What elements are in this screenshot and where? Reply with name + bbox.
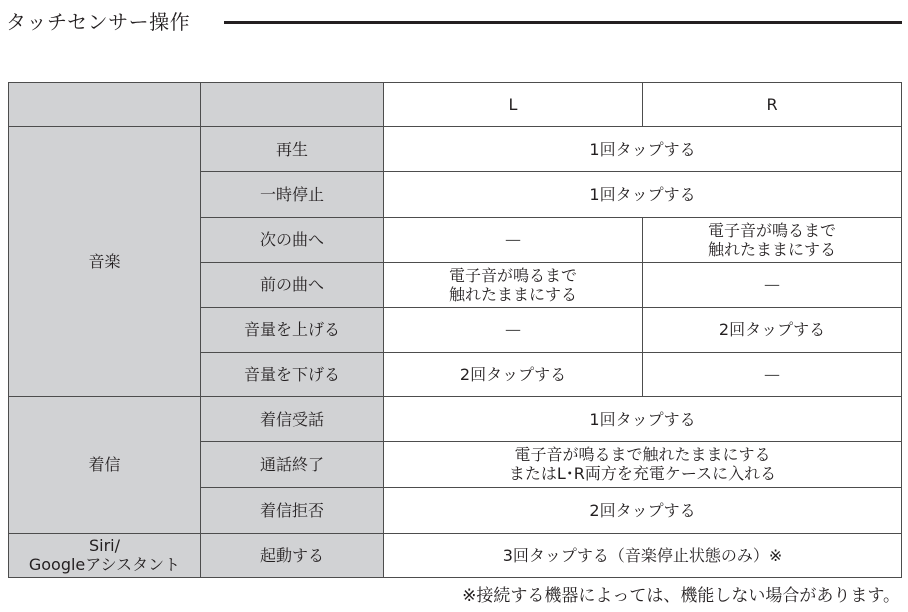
action-label: 通話終了 (201, 442, 384, 487)
header-right: R (643, 83, 902, 127)
action-both: 3回タップする（音楽停止状態のみ）※ (384, 533, 902, 577)
table-row (9, 533, 902, 577)
action-right: — (643, 353, 902, 397)
action-right: 2回タップする (643, 307, 902, 352)
header-left: L (384, 83, 643, 127)
action-both: 1回タップする (384, 397, 902, 442)
action-both-line2: またはL･R両方を充電ケースに入れる (508, 464, 777, 484)
action-left: — (384, 307, 643, 352)
action-label: 起動する (201, 533, 384, 577)
action-label: 再生 (201, 127, 384, 172)
touch-operations-table (8, 82, 902, 578)
category-assistant-line2: Googleアシスタント (28, 555, 181, 575)
action-left (384, 262, 643, 307)
page-title: タッチセンサー操作 (6, 10, 191, 34)
action-both (384, 442, 902, 487)
action-both: 1回タップする (384, 172, 902, 217)
table-row (9, 127, 902, 172)
table-row (9, 397, 902, 442)
category-assistant-line1: Siri/ (88, 536, 120, 556)
action-right (643, 217, 902, 262)
action-label: 音量を下げる (201, 353, 384, 397)
category-music: 音楽 (9, 127, 201, 397)
action-label: 音量を上げる (201, 307, 384, 352)
category-assistant (9, 533, 201, 577)
action-both: 2回タップする (384, 487, 902, 533)
action-left: — (384, 217, 643, 262)
title-rule (224, 21, 902, 24)
action-label: 一時停止 (201, 172, 384, 217)
category-call: 着信 (9, 397, 201, 534)
action-right: — (643, 262, 902, 307)
action-left-line2: 触れたままにする (448, 284, 577, 304)
table-header-row (9, 83, 902, 127)
action-both: 1回タップする (384, 127, 902, 172)
action-right-line2: 触れたままにする (707, 239, 836, 259)
action-right-line1: 電子音が鳴るまで (707, 220, 836, 240)
action-label: 着信拒否 (201, 487, 384, 533)
footnote: ※接続する機器によっては、機能しない場合があります。 (462, 586, 900, 606)
action-label: 前の曲へ (201, 262, 384, 307)
action-left: 2回タップする (384, 353, 643, 397)
header-blank-category (9, 83, 201, 127)
action-label: 次の曲へ (201, 217, 384, 262)
action-both-line1: 電子音が鳴るまで触れたままにする (514, 445, 771, 465)
section-heading (6, 8, 902, 36)
action-left-line1: 電子音が鳴るまで (448, 265, 577, 285)
header-blank-action (201, 83, 384, 127)
action-label: 着信受話 (201, 397, 384, 442)
